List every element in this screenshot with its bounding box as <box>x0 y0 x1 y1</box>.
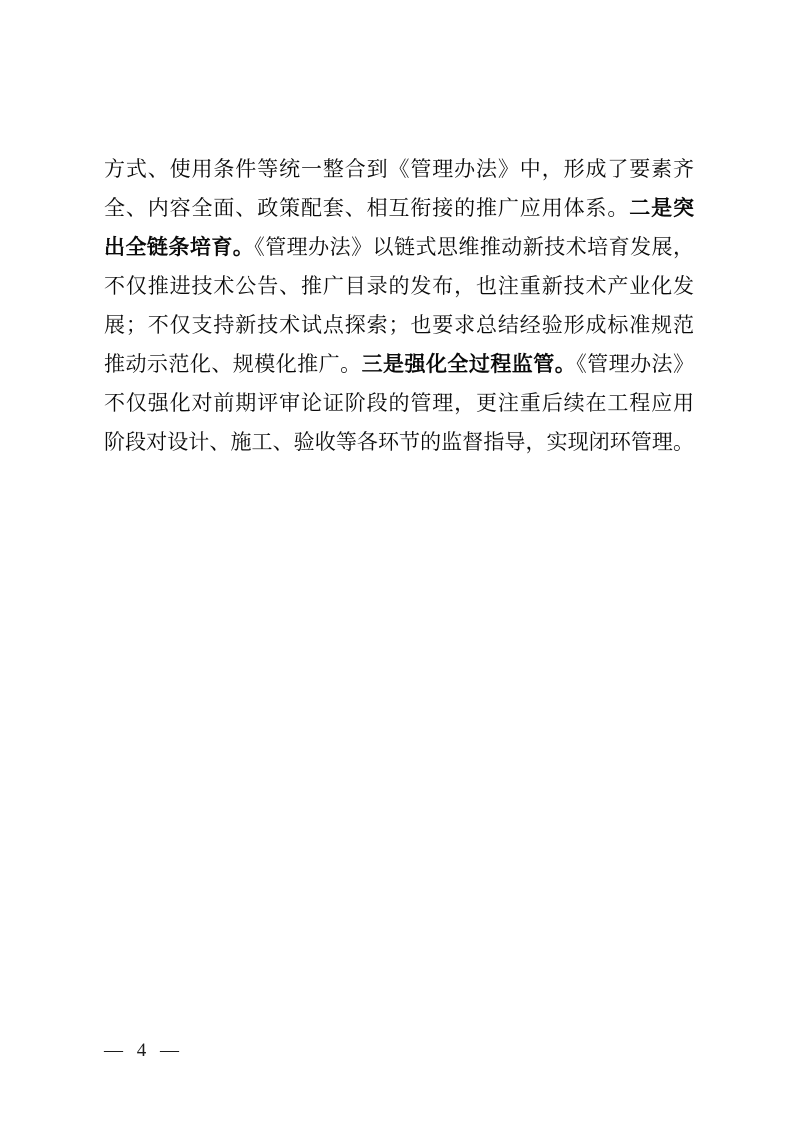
body-text-run: 《管理办法》以链式思维推动新技术培育发展， <box>254 235 695 259</box>
paragraph-line <box>104 267 694 306</box>
emphasis-text: 三是强化全过程监管。 <box>361 352 577 376</box>
body-text-run: 不仅强化对前期评审论证阶段的管理，更注重后续在工程应用 <box>104 391 694 415</box>
body-text-run: 不仅推进技术公告、推广目录的发布，也注重新技术产业化发 <box>104 274 694 298</box>
paragraph-line <box>104 150 694 189</box>
paragraph-line <box>104 306 694 345</box>
body-text-run: 阶段对设计、施工、验收等各环节的监督指导，实现闭环管理。 <box>104 430 694 454</box>
body-text-run: 方式、使用条件等统一整合到《管理办法》中，形成了要素齐 <box>104 157 694 181</box>
body-text-run: 《管理办法》 <box>576 352 695 376</box>
paragraph-line <box>104 228 694 267</box>
body-paragraph <box>104 150 694 462</box>
paragraph-line <box>104 189 694 228</box>
paragraph-line <box>104 423 694 462</box>
page-number: — 4 — <box>104 1040 180 1061</box>
emphasis-text: 出全链条培育。 <box>104 235 255 259</box>
body-text-run: 全、内容全面、政策配套、相互衔接的推广应用体系。 <box>104 196 630 220</box>
body-text-run: 展；不仅支持新技术试点探索；也要求总结经验形成标准规范 <box>104 313 694 337</box>
emphasis-text: 二是突 <box>629 196 695 220</box>
paragraph-line <box>104 345 694 384</box>
body-text-run: 推动示范化、规模化推广。 <box>104 352 362 376</box>
paragraph-line <box>104 384 694 423</box>
